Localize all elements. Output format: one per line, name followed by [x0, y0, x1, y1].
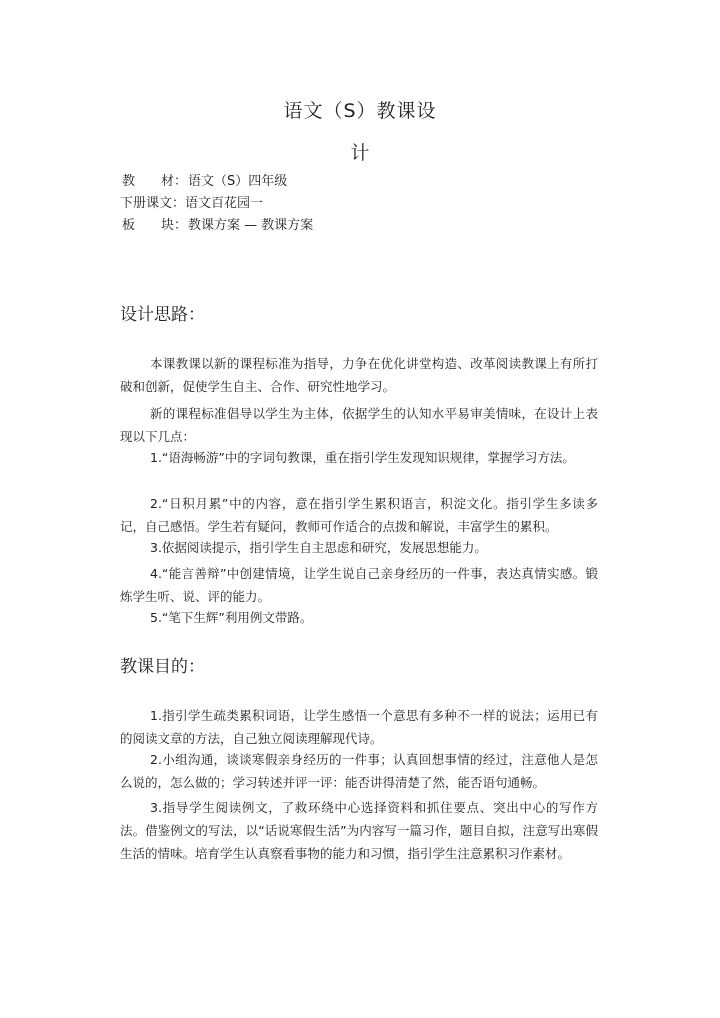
meta-value: 语文（S）四年级: [188, 174, 288, 189]
section-heading-design: 设计思路：: [120, 305, 205, 325]
paragraph: 5.“笔下生辉”利用例文带路。: [150, 610, 313, 625]
paragraph: 3.依据阅读提示，指引学生自主思虑和研究，发展思想能力。: [150, 540, 487, 555]
meta-value: 教课方案 — 教课方案: [188, 218, 314, 233]
document-title: 语文（S）教课设: [283, 100, 437, 122]
meta-lesson: [120, 196, 263, 212]
paragraph: 新的课程标准倡导以学生为主体，依据学生的认知水平易审美情味，在设计上表现以下几点：: [120, 406, 598, 444]
meta-label: 板 块：: [122, 218, 188, 233]
paragraph: 1.指引学生疏类累积词语，让学生感悟一个意思有多种不一样的说法；运用已有的阅读文章的方法，自己独立阅读理解现代诗。: [120, 708, 598, 746]
paragraph: 本课教课以新的课程标准为指导，力争在优化讲堂构造、改革阅读教课上有所打破和创新，促使学生自主、合作、研究性地学习。: [120, 356, 598, 394]
paragraph: 4.“能言善辩”中创建情境，让学生说自己亲身经历的一件事，表达真情实感。锻炼学生听、说、评的能力。: [120, 566, 598, 604]
paragraph: 2.小组沟通，谈谈寒假亲身经历的一件事；认真回想事情的经过，注意他人是怎么说的，怎么做的；学习转述并评一评：能否讲得清楚了然，能否语句通畅。: [120, 752, 598, 790]
meta-module: [122, 218, 313, 234]
meta-label: 教 材：: [122, 174, 188, 189]
paragraph: 2.“日积月累”中的内容，意在指引学生累积语言，积淀文化。指引学生多读多记，自己感悟。学生若有疑问，教师可作适合的点拨和解说，丰富学生的累积。: [120, 496, 598, 534]
meta-value: 下册课文：语文百花园一: [120, 196, 264, 211]
document-title-continued: 计: [350, 142, 370, 164]
meta-textbook: [122, 174, 287, 190]
section-heading-goals: 教课目的：: [120, 657, 205, 677]
paragraph: 1.“语海畅游”中的字词句教课，重在指引学生发现知识规律，掌握学习方法。: [150, 450, 575, 465]
paragraph: 3.指导学生阅读例文，了救环绕中心选择资料和抓住要点、突出中心的写作方法。借鉴例文的写法，以“话说寒假生活”为内容写一篇习作，题目自拟，注意写出寒假生活的情味。培育学生认真察看事物的能力和习惯，指引学生注意累积习作素材。: [120, 800, 598, 861]
